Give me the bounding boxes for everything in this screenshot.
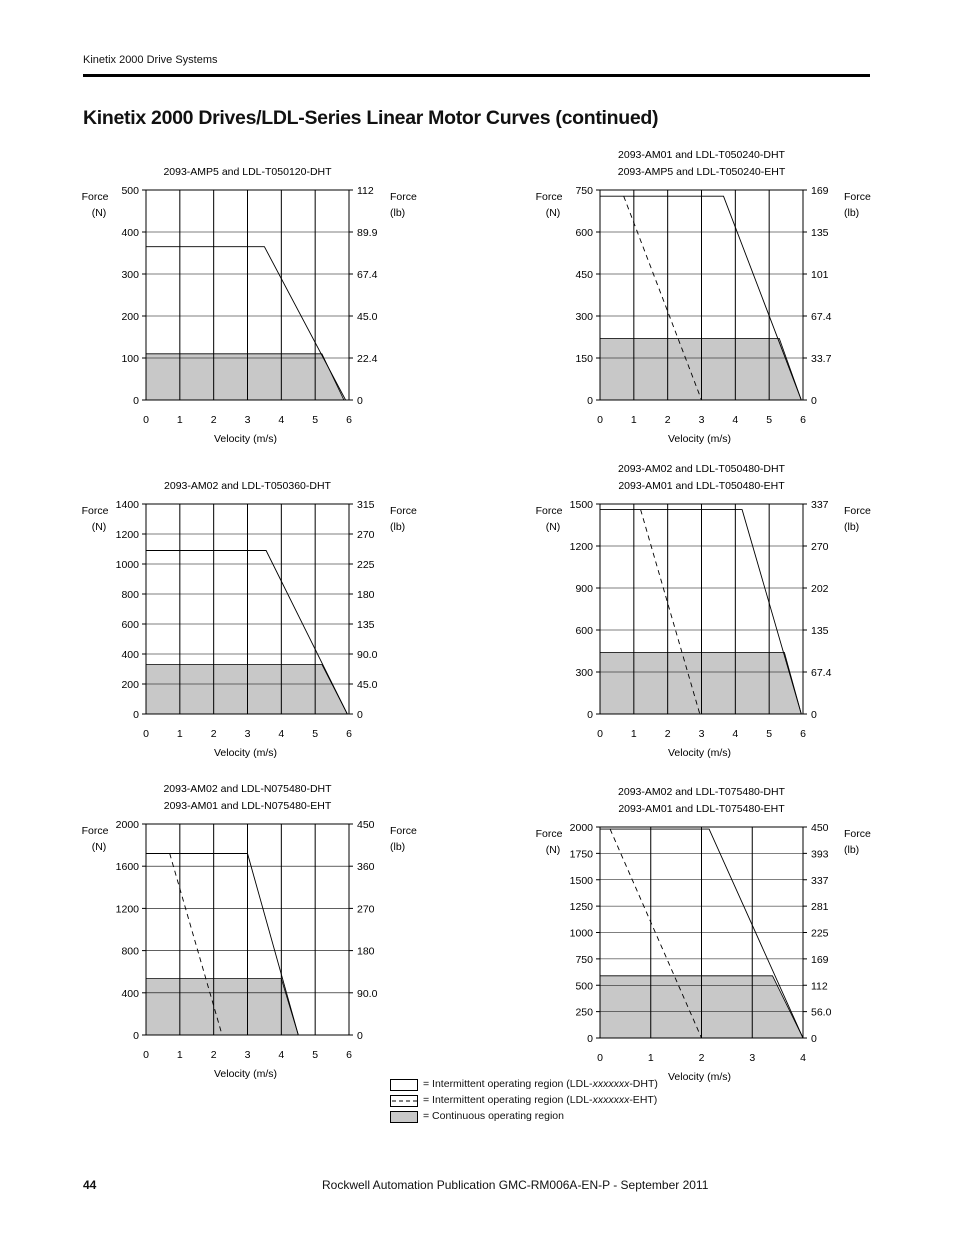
- chart4-ylabel-left: Force: [535, 505, 563, 517]
- chart1-y-tick-label-left: 500: [121, 185, 139, 197]
- chart3-y-tick-label-left: 1000: [115, 559, 139, 571]
- chart4-y-tick-label-left: 300: [575, 667, 593, 679]
- chart4-y-tick-label-left: 0: [587, 709, 593, 721]
- chart3-y-tick-label-right: 270: [357, 529, 375, 541]
- chart6-y-tick-label-right: 393: [811, 848, 829, 861]
- chart5-ylabel-right-unit: (lb): [390, 841, 406, 853]
- chart3-x-tick-label: 3: [244, 728, 251, 740]
- chart4-x-tick-label: 1: [630, 728, 637, 740]
- chart2-x-tick-label: 6: [800, 414, 806, 426]
- chart2-x-tick-label: 3: [698, 414, 705, 426]
- chart6-y-tick-label-left: 1500: [569, 874, 593, 887]
- chart3-x-tick-label: 6: [346, 728, 352, 740]
- chart3-x-tick-label: 0: [143, 728, 149, 740]
- chart2-ylabel-right: Force: [844, 191, 871, 203]
- chart2-title-line: 2093-AMP5 and LDL-T050240-EHT: [617, 166, 786, 178]
- chart3-ylabel-left-unit: (N): [91, 521, 107, 533]
- chart1-x-tick-label: 0: [143, 414, 149, 426]
- chart3-y-tick-label-left: 600: [121, 619, 139, 631]
- chart2-x-tick-label: 5: [766, 414, 773, 426]
- chart4-title-line: 2093-AM02 and LDL-T050480-DHT: [618, 463, 785, 475]
- chart5-y-tick-label-left: 800: [121, 945, 139, 958]
- chart1-x-tick-label: 3: [244, 414, 251, 426]
- chart6-y-tick-label-left: 1750: [569, 848, 593, 861]
- chart4-y-tick-label-right: 67.4: [811, 667, 832, 679]
- chart2-x-tick-label: 0: [597, 414, 603, 426]
- chart6-y-tick-label-right: 112: [811, 980, 828, 993]
- chart2-x-tick-label: 2: [664, 414, 671, 426]
- chart5-x-tick-label: 6: [346, 1049, 352, 1061]
- chart6-xlabel: Velocity (m/s): [667, 1071, 732, 1083]
- chart6-y-tick-label-left: 250: [575, 1006, 593, 1019]
- chart6-x-tick-label: 1: [647, 1052, 654, 1064]
- chart6-y-tick-label-left: 1000: [569, 927, 593, 940]
- chart6-x-tick-label: 2: [698, 1052, 705, 1064]
- chart2-y-tick-label-left: 150: [575, 353, 593, 365]
- chart6-y-tick-label-right: 169: [811, 953, 829, 966]
- chart4-title-line: 2093-AM01 and LDL-T050480-EHT: [618, 480, 785, 492]
- chart1-x-tick-label: 5: [312, 414, 319, 426]
- chart2-title-line: 2093-AM01 and LDL-T050240-DHT: [618, 149, 785, 161]
- chart4-x-tick-label: 6: [800, 728, 806, 740]
- chart3-x-tick-label: 1: [176, 728, 183, 740]
- legend-label-dht: = Intermittent operating region (LDL-xxxxxxx-DHT): [423, 1078, 658, 1090]
- page-title: Kinetix 2000 Drives/LDL-Series Linear Motor Curves (continued): [83, 107, 659, 129]
- chart1-title-line: 2093-AMP5 and LDL-T050120-DHT: [163, 166, 332, 178]
- chart5-y-tick-label-right: 0: [357, 1030, 363, 1042]
- legend-swatch-dashed: [390, 1095, 418, 1107]
- chart3-y-tick-label-left: 1400: [115, 499, 139, 511]
- chart5-title-line: 2093-AM01 and LDL-N075480-EHT: [163, 800, 332, 812]
- chart5-ylabel-right: Force: [390, 825, 417, 837]
- chart5-y-tick-label-left: 0: [133, 1030, 139, 1042]
- chart6-x-tick-label: 4: [800, 1052, 806, 1064]
- chart5-x-tick-label: 0: [143, 1049, 149, 1061]
- chart3-y-tick-label-left: 800: [121, 589, 139, 601]
- chart1-continuous-region: [146, 354, 344, 400]
- chart3-y-tick-label-right: 0: [357, 709, 363, 721]
- chart2-x-tick-label: 4: [732, 414, 739, 426]
- chart2-y-tick-label-right: 67.4: [811, 311, 832, 323]
- chart1-xlabel: Velocity (m/s): [213, 433, 278, 445]
- chart1-y-tick-label-right: 67.4: [357, 269, 378, 281]
- chart6-y-tick-label-right: 281: [811, 901, 829, 914]
- chart2-y-tick-label-right: 33.7: [811, 353, 832, 365]
- chart3-y-tick-label-right: 90.0: [357, 649, 378, 661]
- chart2-y-tick-label-right: 169: [811, 185, 829, 197]
- chart3-title-line: 2093-AM02 and LDL-T050360-DHT: [164, 480, 331, 492]
- chart2-y-tick-label-right: 101: [811, 269, 829, 281]
- chart3-y-tick-label-right: 180: [357, 589, 375, 601]
- chart6-y-tick-label-right: 337: [811, 874, 829, 887]
- chart2-ylabel-right-unit: (lb): [844, 207, 860, 219]
- chart5-y-tick-label-right: 90.0: [357, 987, 378, 1000]
- chart4-y-tick-label-left: 600: [575, 625, 593, 637]
- chart1-y-tick-label-left: 100: [121, 353, 139, 365]
- chart6-y-tick-label-right: 56.0: [811, 1006, 832, 1019]
- chart4-x-tick-label: 2: [664, 728, 671, 740]
- chart6-y-tick-label-left: 500: [575, 980, 593, 993]
- chart4-x-tick-label: 5: [766, 728, 773, 740]
- chart1-y-tick-label-left: 0: [133, 395, 139, 407]
- chart5-x-tick-label: 1: [176, 1049, 183, 1061]
- chart1-y-tick-label-left: 200: [121, 311, 139, 323]
- chart6-title-line: 2093-AM01 and LDL-T075480-EHT: [618, 803, 785, 815]
- chart4-y-tick-label-right: 270: [811, 541, 829, 553]
- chart2-ylabel-left: Force: [535, 191, 563, 203]
- chart4-ylabel-right: Force: [844, 505, 871, 517]
- chart3-y-tick-label-right: 225: [357, 559, 375, 571]
- chart2-y-tick-label-left: 750: [575, 185, 593, 197]
- chart5-ylabel-left-unit: (N): [91, 841, 107, 853]
- running-header: Kinetix 2000 Drive Systems: [83, 54, 218, 66]
- chart6-y-tick-label-right: 0: [811, 1033, 817, 1045]
- chart1-y-tick-label-right: 89.9: [357, 227, 378, 239]
- chart4-y-tick-label-right: 135: [811, 625, 829, 637]
- chart5-x-tick-label: 2: [210, 1049, 217, 1061]
- chart2-continuous-region: [600, 338, 801, 400]
- chart1-x-tick-label: 6: [346, 414, 352, 426]
- chart5-y-tick-label-right: 270: [357, 903, 375, 916]
- chart1-ylabel-left-unit: (N): [91, 207, 107, 219]
- chart3-y-tick-label-right: 135: [357, 619, 375, 631]
- chart5-x-tick-label: 5: [312, 1049, 319, 1061]
- chart4-x-tick-label: 0: [597, 728, 603, 740]
- chart1-y-tick-label-right: 112: [357, 185, 374, 197]
- chart3-y-tick-label-left: 200: [121, 679, 139, 691]
- chart3-y-tick-label-right: 315: [357, 499, 375, 511]
- chart6-y-tick-label-left: 1250: [569, 901, 593, 914]
- chart6-x-tick-label: 0: [597, 1052, 603, 1064]
- chart4-x-tick-label: 4: [732, 728, 739, 740]
- chart6-ylabel-left: Force: [535, 828, 563, 840]
- chart6-y-tick-label-left: 2000: [569, 822, 593, 834]
- chart5-y-tick-label-left: 2000: [115, 819, 139, 831]
- chart5-ylabel-left: Force: [81, 825, 109, 837]
- chart3-x-tick-label: 5: [312, 728, 319, 740]
- chart2-y-tick-label-left: 0: [587, 395, 593, 407]
- chart4-y-tick-label-left: 1500: [569, 499, 593, 511]
- chart2-x-tick-label: 1: [630, 414, 637, 426]
- chart6-ylabel-right: Force: [844, 828, 871, 840]
- chart3-ylabel-right: Force: [390, 505, 417, 517]
- chart4-xlabel: Velocity (m/s): [667, 747, 732, 759]
- chart4-x-tick-label: 3: [698, 728, 705, 740]
- chart4-y-tick-label-right: 202: [811, 583, 829, 595]
- chart5-x-tick-label: 4: [278, 1049, 285, 1061]
- chart2-y-tick-label-right: 135: [811, 227, 829, 239]
- chart3-ylabel-right-unit: (lb): [390, 521, 406, 533]
- chart3-y-tick-label-left: 1200: [115, 529, 139, 541]
- chart5-y-tick-label-left: 400: [121, 987, 139, 1000]
- chart6-title-line: 2093-AM02 and LDL-T075480-DHT: [618, 786, 785, 798]
- legend-label-eht: = Intermittent operating region (LDL-xxxxxxx-EHT): [423, 1094, 658, 1106]
- chart1-y-tick-label-left: 300: [121, 269, 139, 281]
- chart6-y-tick-label-right: 450: [811, 822, 829, 834]
- chart5-y-tick-label-left: 1200: [115, 903, 139, 916]
- chart5-y-tick-label-right: 180: [357, 945, 375, 958]
- chart6-ylabel-right-unit: (lb): [844, 844, 860, 856]
- chart5-title-line: 2093-AM02 and LDL-N075480-DHT: [163, 783, 332, 795]
- chart1-ylabel-right: Force: [390, 191, 417, 203]
- legend-swatch-solid: [390, 1079, 418, 1091]
- chart6-y-tick-label-left: 750: [575, 953, 593, 966]
- chart6-y-tick-label-right: 225: [811, 927, 829, 940]
- chart4-y-tick-label-left: 900: [575, 583, 593, 595]
- chart4-ylabel-right-unit: (lb): [844, 521, 860, 533]
- chart4-y-tick-label-right: 337: [811, 499, 829, 511]
- legend-swatch-shaded: [390, 1111, 418, 1123]
- chart2-ylabel-left-unit: (N): [545, 207, 561, 219]
- chart2-y-tick-label-left: 600: [575, 227, 593, 239]
- chart2-y-tick-label-left: 450: [575, 269, 593, 281]
- chart3-x-tick-label: 4: [278, 728, 285, 740]
- chart3-y-tick-label-left: 400: [121, 649, 139, 661]
- chart4-y-tick-label-right: 0: [811, 709, 817, 721]
- chart5-x-tick-label: 3: [244, 1049, 251, 1061]
- chart3-x-tick-label: 2: [210, 728, 217, 740]
- chart5-xlabel: Velocity (m/s): [213, 1068, 278, 1080]
- publication-info: Rockwell Automation Publication GMC-RM006A-EN-P - September 2011: [322, 1178, 709, 1192]
- chart1-y-tick-label-left: 400: [121, 227, 139, 239]
- chart1-x-tick-label: 1: [176, 414, 183, 426]
- chart6-x-tick-label: 3: [749, 1052, 756, 1064]
- chart1-x-tick-label: 2: [210, 414, 217, 426]
- chart5-y-tick-label-left: 1600: [115, 861, 139, 874]
- chart6-y-tick-label-left: 0: [587, 1033, 593, 1045]
- chart1-x-tick-label: 4: [278, 414, 285, 426]
- chart3-y-tick-label-left: 0: [133, 709, 139, 721]
- chart1-y-tick-label-right: 22.4: [357, 353, 378, 365]
- chart5-y-tick-label-right: 450: [357, 819, 375, 831]
- chart3-continuous-region: [146, 665, 347, 715]
- chart1-ylabel-right-unit: (lb): [390, 207, 406, 219]
- chart6-ylabel-left-unit: (N): [545, 844, 561, 856]
- chart1-y-tick-label-right: 0: [357, 395, 363, 407]
- legend-label-continuous: = Continuous operating region: [423, 1110, 564, 1122]
- chart4-continuous-region: [600, 652, 801, 714]
- chart2-xlabel: Velocity (m/s): [667, 433, 732, 445]
- chart1-ylabel-left: Force: [81, 191, 109, 203]
- chart3-ylabel-left: Force: [81, 505, 109, 517]
- chart1-y-tick-label-right: 45.0: [357, 311, 378, 323]
- page-number: 44: [83, 1178, 97, 1192]
- chart5-continuous-region: [146, 979, 298, 1035]
- chart4-ylabel-left-unit: (N): [545, 521, 561, 533]
- chart2-y-tick-label-right: 0: [811, 395, 817, 407]
- chart5-y-tick-label-right: 360: [357, 861, 375, 874]
- chart2-y-tick-label-left: 300: [575, 311, 593, 323]
- chart3-y-tick-label-right: 45.0: [357, 679, 378, 691]
- chart3-xlabel: Velocity (m/s): [213, 747, 278, 759]
- chart4-y-tick-label-left: 1200: [569, 541, 593, 553]
